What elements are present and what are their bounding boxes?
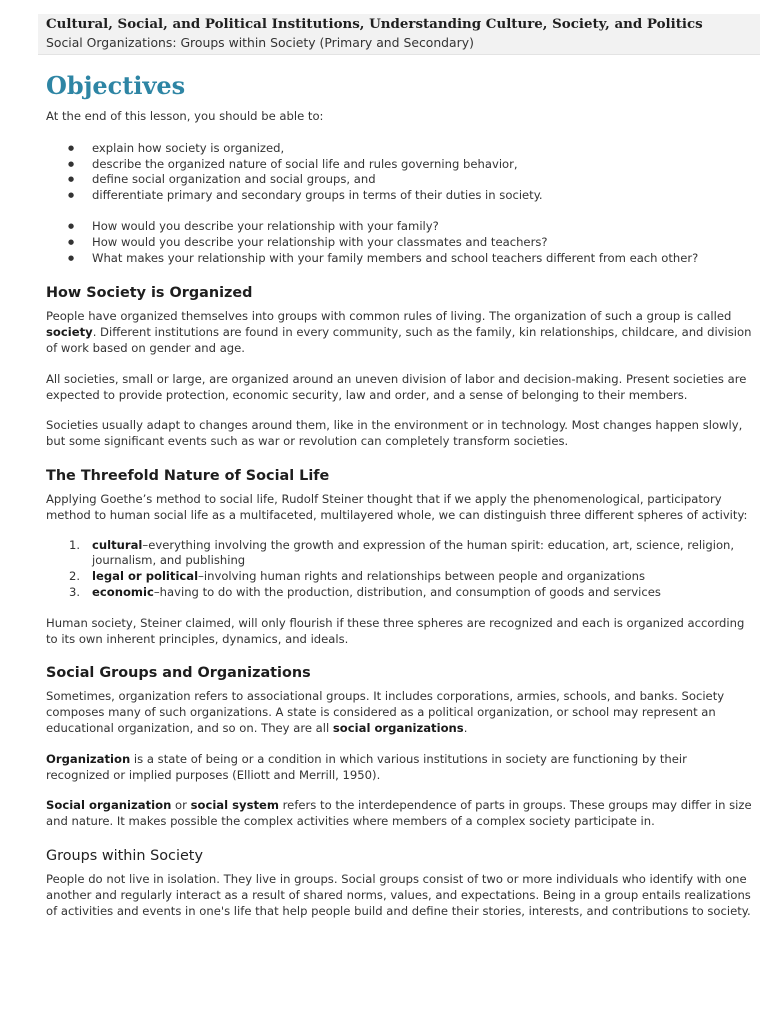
list-number: 3.: [69, 584, 81, 599]
threefold-closing: Human society, Steiner claimed, will only flourish if these three spheres are recognized and each is organized according to its own inherent principles, dynamics, and ideals.: [46, 615, 745, 646]
groups-within-paragraph-1: People do not live in isolation. They live in groups. Social groups consist of two or more individuals who identify with one another and regularly interact as a result of shared norms, values, and expectations. Being in a group entails realizations of activities and events in one's life that help people build and define their stories, interests, and contributions to society.: [46, 871, 751, 918]
objectives-list: [46, 141, 754, 204]
text-run: People have organized themselves into groups with common rules of living. The organization of such a group is called: [46, 309, 732, 324]
sphere-term: economic: [92, 584, 154, 599]
list-number: 1.: [69, 537, 81, 552]
sphere-item: [46, 585, 754, 601]
text-run: Sometimes, organization refers to associational groups. It includes corporations, armies, schools, and banks. Society composes many of such organizations. A state is considered as a political organization, or school may represent an educational organization, and so on. They are all: [46, 689, 725, 735]
threefold-heading: The Threefold Nature of Social Life: [46, 467, 330, 484]
how-society-paragraph-2: All societies, small or large, are organized around an uneven division of labor and decision-making. Present societies are expected to provide protection, economic security, law and order, and a sense of belonging to their members.: [46, 371, 747, 402]
term-social-organization: Social organization: [46, 798, 172, 813]
sphere-term: legal or political: [92, 569, 199, 584]
term-society: society: [46, 325, 93, 340]
how-society-heading: How Society is Organized: [46, 285, 253, 302]
term-social-organizations: social organizations: [332, 720, 464, 735]
objective-item: ● define social organization and social groups, and: [46, 172, 754, 188]
term-social-system: social system: [190, 798, 279, 813]
sphere-item: [46, 569, 754, 585]
how-society-paragraph-1: [46, 309, 754, 356]
social-groups-paragraph-3: [46, 798, 754, 830]
lesson-content: [46, 70, 754, 919]
question-item: ● What makes your relationship with your family members and school teachers different from each other?: [46, 251, 754, 267]
objective-item: ● explain how society is organized,: [46, 141, 754, 157]
text-run: . Different institutions are found in every community, such as the family, kin relationships, childcare, and division of work based on gender and age.: [46, 325, 752, 355]
social-groups-heading: Social Groups and Organizations: [46, 665, 311, 682]
spheres-list: [46, 538, 754, 601]
list-number: 2.: [69, 569, 81, 584]
objective-item: ● describe the organized nature of social life and rules governing behavior,: [46, 157, 754, 173]
groups-within-heading: Groups within Society: [46, 847, 203, 864]
sphere-description: –involving human rights and relationships between people and organizations: [198, 569, 646, 584]
sphere-term: cultural: [92, 537, 143, 552]
social-groups-paragraph-2: [46, 752, 754, 784]
text-run: is a state of being or a condition in which various institutions in society are functioning by their recognized or implied purposes (Elliott and Merrill, 1950).: [46, 751, 687, 782]
how-society-paragraph-3: Societies usually adapt to changes around them, like in the environment or in technology. Most changes happen slowly, but some significant events such as war or revolution can completely transform societies.: [46, 418, 743, 449]
sphere-description: –everything involving the growth and expression of the human spirit: education, art, science, religion, journalism, and publishing: [92, 537, 735, 568]
lesson-title: Social Organizations: Groups within Society (Primary and Secondary): [46, 35, 474, 50]
text-run: or: [171, 798, 191, 813]
sphere-item: [46, 538, 754, 570]
threefold-intro: Applying Goethe’s method to social life, Rudolf Steiner thought that if we apply the phenomenological, participatory method to human social life as a multifaceted, multilayered whole, we can distinguish three different spheres of activity:: [46, 491, 748, 522]
objectives-heading: Objectives: [46, 71, 186, 100]
text-run: .: [463, 720, 468, 735]
social-groups-paragraph-1: [46, 689, 754, 736]
lesson-header: [38, 14, 760, 55]
sphere-description: –having to do with the production, distribution, and consumption of goods and services: [153, 584, 661, 599]
objectives-intro: At the end of this lesson, you should be able to:: [46, 109, 324, 123]
question-item: ● How would you describe your relationship with your family?: [46, 219, 754, 235]
text-run: refers to the interdependence of parts in groups. These groups may differ in size and nature. It makes possible the complex activities where members of a complex society participate in.: [46, 798, 752, 829]
question-item: ● How would you describe your relationship with your classmates and teachers?: [46, 235, 754, 251]
objective-item: ● differentiate primary and secondary groups in terms of their duties in society.: [46, 188, 754, 204]
term-organization: Organization: [46, 751, 131, 766]
course-title: Cultural, Social, and Political Institutions, Understanding Culture, Society, and Politics: [46, 16, 703, 32]
reflection-questions-list: [46, 219, 754, 266]
